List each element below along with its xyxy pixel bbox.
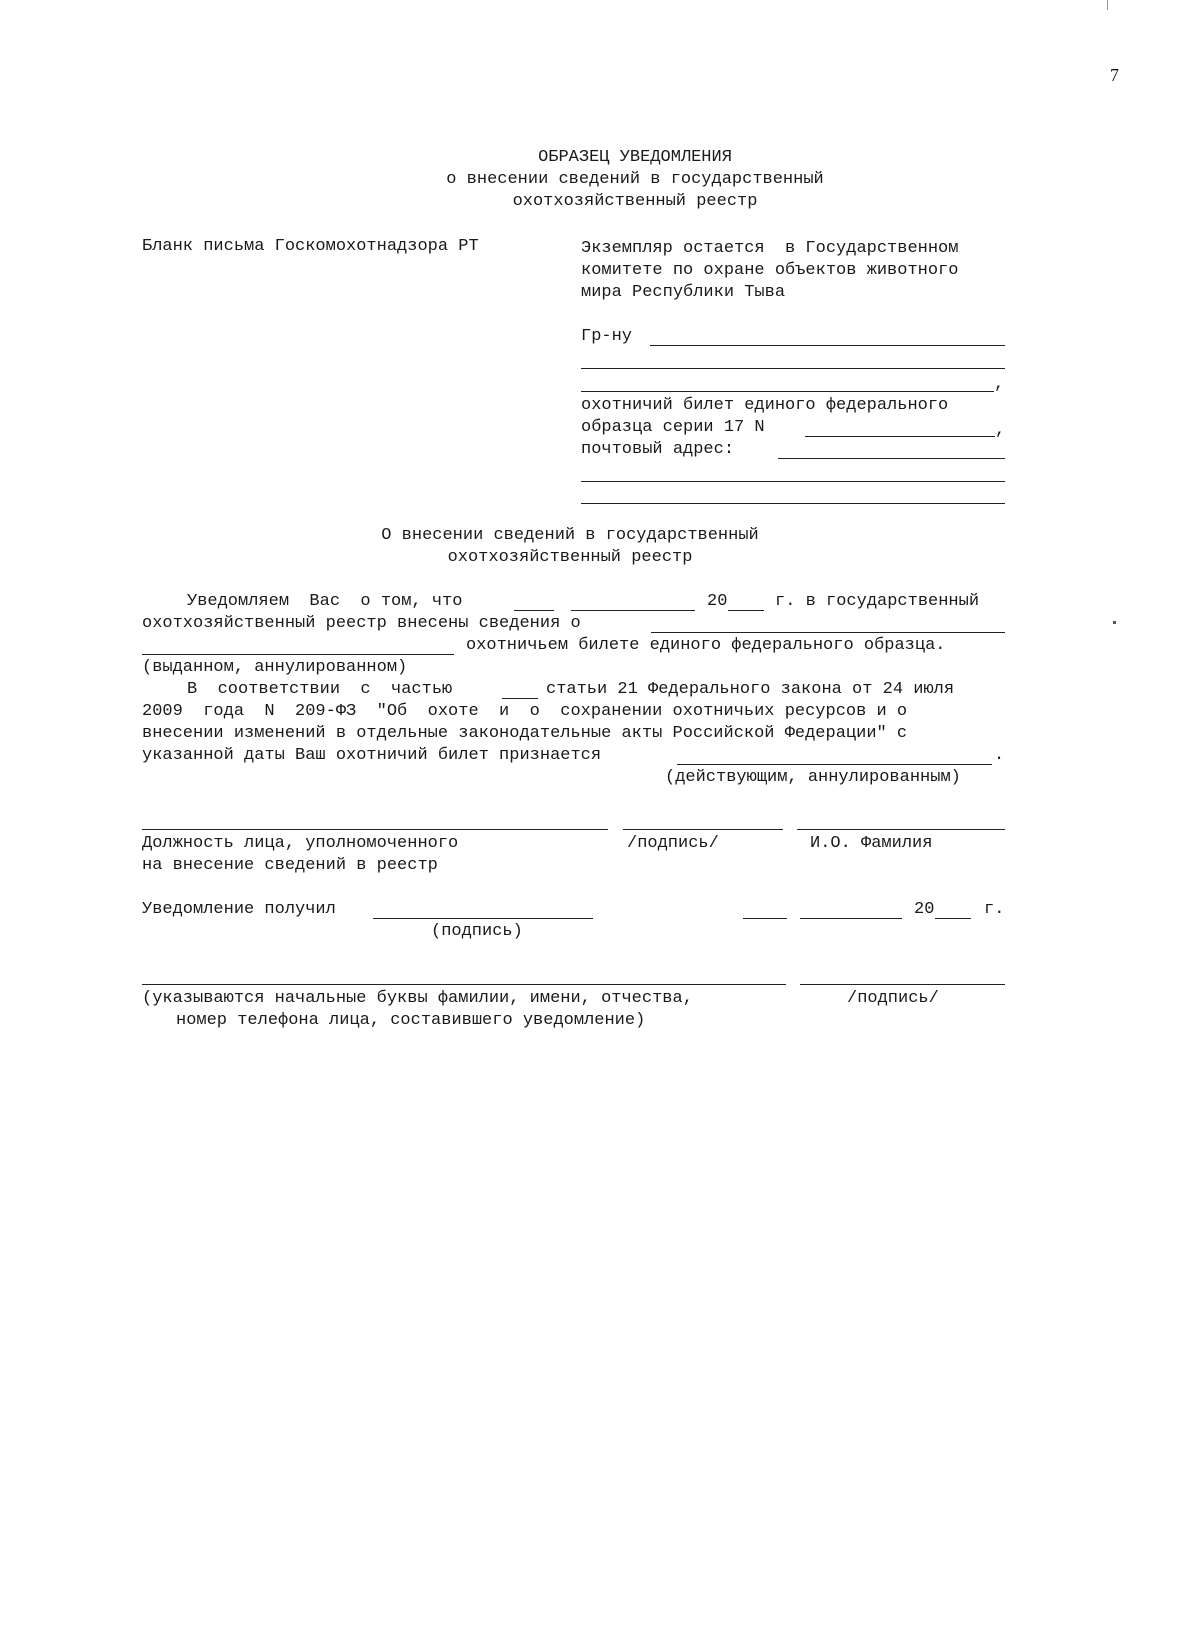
recipient-signature-hint: (подпись) bbox=[431, 922, 523, 941]
author-note-line2: номер телефона лица, составившего уведомление) bbox=[176, 1011, 646, 1030]
document-title: ОБРАЗЕЦ УВЕДОМЛЕНИЯ bbox=[538, 148, 732, 167]
subject-line2: охотхозяйственный реестр bbox=[447, 548, 693, 567]
author-signature-field[interactable] bbox=[800, 984, 1005, 985]
signature-field[interactable] bbox=[623, 829, 783, 830]
day-field[interactable] bbox=[514, 610, 554, 611]
year-prefix: 20 bbox=[707, 592, 728, 611]
document-title-line3: охотхозяйственный реестр bbox=[512, 192, 758, 211]
status-field[interactable] bbox=[142, 654, 454, 655]
author-note-line1: (указываются начальные буквы фамилии, имени, отчества, bbox=[142, 989, 693, 1008]
notify-text-end: г. в государственный bbox=[775, 592, 980, 611]
address-field-3[interactable] bbox=[581, 503, 1005, 504]
document-title-line2: о внесении сведений в государственный bbox=[446, 170, 824, 189]
received-year-field[interactable] bbox=[935, 918, 971, 919]
address-field-2[interactable] bbox=[581, 481, 1005, 482]
address-label: почтовый адрес: bbox=[581, 440, 735, 459]
subject-line1: О внесении сведений в государственный bbox=[381, 526, 759, 545]
page-number: 7 bbox=[1110, 65, 1119, 85]
comma: , bbox=[995, 421, 1006, 440]
letterhead-label: Бланк письма Госкомохотнадзора РТ bbox=[142, 237, 479, 256]
signature-label: /подпись/ bbox=[627, 834, 719, 853]
period: . bbox=[994, 746, 1005, 765]
position-label-line2: на внесение сведений в реестр bbox=[142, 856, 438, 875]
year-field[interactable] bbox=[728, 610, 764, 611]
received-year-suffix: г. bbox=[984, 900, 1005, 919]
comma: , bbox=[994, 375, 1005, 394]
notify-text-start: Уведомляем Вас о том, что bbox=[187, 592, 463, 611]
position-label: Должность лица, уполномоченного bbox=[142, 834, 459, 853]
ticket-number-field[interactable] bbox=[805, 436, 995, 437]
received-day-field[interactable] bbox=[743, 918, 787, 919]
law-text-end: статьи 21 Федерального закона от 24 июля bbox=[546, 680, 955, 699]
received-month-field[interactable] bbox=[800, 918, 902, 919]
author-signature-label: /подпись/ bbox=[847, 989, 939, 1008]
info-field[interactable] bbox=[651, 632, 1005, 633]
notify-line2: охотхозяйственный реестр внесены сведения о bbox=[142, 614, 581, 633]
law-text-line2: 2009 года N 209-ФЗ "Об охоте и о сохранении охотничьих ресурсов и о bbox=[142, 702, 908, 721]
address-field[interactable] bbox=[778, 458, 1005, 459]
law-text-line4: указанной даты Ваш охотничий билет признается bbox=[142, 746, 602, 765]
author-info-field[interactable] bbox=[142, 984, 786, 985]
ticket-line2: образца серии 17 N bbox=[581, 418, 765, 437]
law-text-start: В соответствии с частью bbox=[187, 680, 453, 699]
citizen-name-field-2[interactable] bbox=[581, 368, 1005, 369]
month-field[interactable] bbox=[571, 610, 695, 611]
official-name-label: И.О. Фамилия bbox=[810, 834, 933, 853]
citizen-name-field[interactable] bbox=[650, 345, 1005, 346]
citizen-name-field-3[interactable] bbox=[581, 391, 994, 392]
recipient-signature-field[interactable] bbox=[373, 918, 593, 919]
ticket-line1: охотничий билет единого федерального bbox=[581, 396, 949, 415]
received-year-prefix: 20 bbox=[914, 900, 935, 919]
copy-note-line3: мира Республики Тыва bbox=[581, 283, 786, 302]
law-text-line3: внесении изменений в отдельные законодательные акты Российской Федерации" с bbox=[142, 724, 908, 743]
position-field[interactable] bbox=[142, 829, 608, 830]
ticket-status-field[interactable] bbox=[677, 764, 992, 765]
scan-mark bbox=[1107, 0, 1108, 10]
part-number-field[interactable] bbox=[502, 698, 538, 699]
ticket-status-hint: (действующим, аннулированным) bbox=[665, 768, 961, 787]
official-name-field[interactable] bbox=[797, 829, 1005, 830]
citizen-label: Гр-ну bbox=[581, 327, 633, 346]
scan-dot bbox=[1113, 621, 1116, 624]
status-hint: (выданном, аннулированном) bbox=[142, 658, 408, 677]
received-label: Уведомление получил bbox=[142, 900, 336, 919]
copy-note-line1: Экземпляр остается в Государственном bbox=[581, 239, 959, 258]
copy-note-line2: комитете по охране объектов животного bbox=[581, 261, 959, 280]
notify-line3: охотничьем билете единого федерального образца. bbox=[466, 636, 946, 655]
